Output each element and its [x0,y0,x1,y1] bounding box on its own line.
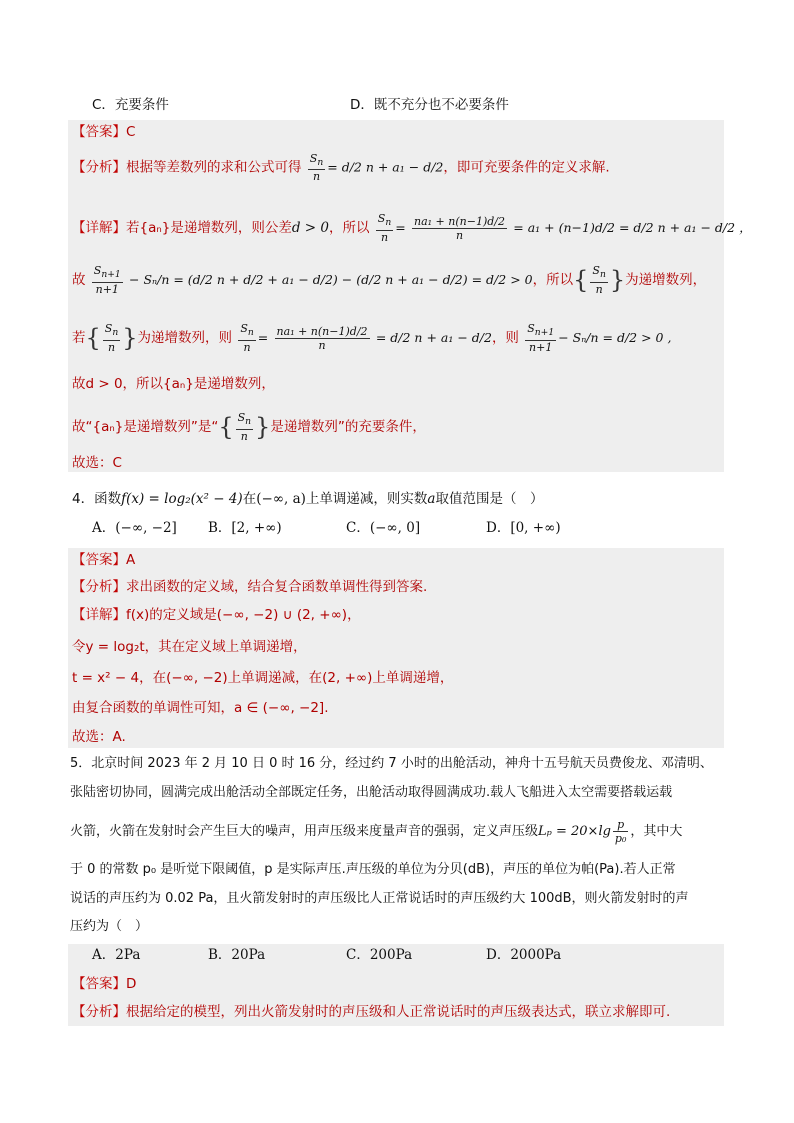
q4-conclusion: 故选：A. [72,729,126,745]
detail-text: 故“{aₙ}是递增数列”是“ [72,419,219,435]
answer-value: D [126,976,137,992]
analysis-tag: 【分析】 [72,1004,126,1020]
detail-text: 为递增数列，则 [137,330,233,346]
q4-analysis-line [72,577,722,597]
analysis-tag: 【分析】 [72,579,126,595]
q5-line-3 [70,812,730,852]
q4-option-d: D．[0, +∞) [486,520,561,536]
q3-analysis-line [72,152,722,186]
detail-text: 是递增数列”的充要条件， [270,419,426,435]
q5-answer-line [72,974,722,994]
detail-formula: = d/2 n + a₁ − d/2 [375,330,492,345]
q4-option-a: A．(−∞, −2] [92,520,177,536]
detail-text: 为递增数列， [625,272,707,288]
analysis-tag: 【分析】 [72,159,126,176]
q4-interval: (−∞, a) [256,491,306,507]
q5-text: ，其中大 [630,824,683,839]
q4-stem-text: 在 [242,491,257,507]
analysis-text-end: ，即可充要条件的定义求解. [443,159,610,176]
q3-detail-line-2: 故 $\frac{S_{n+1}}{n+1}$ − Sₙ/n = (d/2 n + d/2 + a₁ − d/2) − (d/2 n + a₁ − d/2) = d/2 > 0，所以{ $\frac{S_n}{n}$ }为递增数列， [72,264,707,296]
fraction-nested: $\frac{\text{na₁ + n(n−1)d/2}}{n}$ [414,214,505,242]
q4-detail-line-4: 由复合函数的单调性可知，a ∈ (−∞, −2]. [72,700,329,716]
answer-tag: 【答案】 [72,124,126,140]
detail-text: ，则 [491,330,519,346]
q4-option-b: B．[2, +∞) [208,520,282,536]
answer-tag: 【答案】 [72,552,126,568]
fraction-sn1-over-n1: $\frac{S_{n+1}}{n+1}$ [93,264,121,296]
q4-answer-line [72,550,722,570]
detail-formula: − Sₙ/n = (d/2 n + d/2 + a₁ − d/2) − (d/2 n + a₁ − d/2) = d/2 > 0 [129,272,533,287]
q4-stem-text: 上单调递减，则实数 [305,491,428,507]
detail-text: 若{aₙ}是递增数列，则公差 [126,220,292,236]
q3-option-c: C．充要条件 [92,97,169,113]
answer-tag: 【答案】 [72,976,126,992]
fraction-sn1-over-n1: $\frac{S_{n+1}}{n+1}$ [527,322,555,354]
q5-option-c: C．200Pa [346,947,413,963]
q5-option-b: B．20Pa [208,947,266,963]
analysis-text: 根据给定的模型，列出火箭发射时的声压级和人正常说话时的声压级表达式，联立求解即可. [126,1004,671,1020]
fraction-nested: $\frac{\text{na₁ + n(n−1)d/2}}{n}$ [276,324,368,352]
detail-math: d > 0 [291,220,329,236]
q3-conclusion: 故选：C [72,455,122,471]
q3-detail-line-1: 【详解】若{aₙ}是递增数列，则公差d > 0，所以 $\frac{S_n}{n}$ = $\frac{\text{na₁ + n(n−1)d/2}}{n}$ = a₁ + (n−1)d/2 = d/2 n + a₁ − d/2 ， [72,212,752,244]
fraction-p-over-p0: $\frac{p}{\text{p₀}}$ [614,818,627,845]
answer-value: A [126,552,136,568]
detail-tag: 【详解】 [72,220,126,236]
answer-value: C [126,124,136,140]
detail-text: 故 [72,272,86,288]
detail-text: ，所以 [328,220,370,236]
fraction-sn-over-n: $\frac{S_n}{n}$ [240,322,254,354]
detail-tag: 【详解】 [72,607,126,623]
q4-function: f(x) = log₂(x² − 4) [121,491,243,507]
q5-line-1: 5．北京时间 2023 年 2 月 10 日 0 时 16 分，经过约 7 小时的出舱活动，神舟十五号航天员费俊龙、邓清明、 [70,756,713,771]
analysis-text: 求出函数的定义域，结合复合函数单调性得到答案. [126,579,428,595]
fraction-sn-over-n: $\frac{S_n}{n}$ [377,212,392,244]
detail-text: f(x)的定义域是(−∞, −2) ∪ (2, +∞)， [126,607,361,623]
q5-option-a: A．2Pa [92,947,141,963]
fraction-sn-over-n: $\frac{S_n}{n}$ [237,411,252,443]
q5-line-5: 说话的声压约为 0.02 Pa，且火箭发射时的声压级比人正常说话时的声压级约大 100dB，则火箭发射时的声 [70,891,689,906]
detail-text: 若 [72,330,86,346]
q5-line-2: 张陆密切协同，圆满完成出舱活动全部既定任务，出舱活动取得圆满成功.载人飞船进入太空需要搭载运载 [70,785,673,800]
analysis-text: 根据等差数列的求和公式可得 [126,159,302,176]
q4-detail-line-2: 令y = log₂t，其在定义域上单调递增， [72,639,307,655]
q5-analysis-line [72,1002,722,1022]
q4-detail-line-3: t = x² − 4，在(−∞, −2)上单调递减，在(2, +∞)上单调递增， [72,670,454,686]
detail-text: ，所以 [532,272,574,288]
q4-stem-text: 4．函数 [72,491,122,507]
analysis-formula: = d/2 n + a₁ − d/2 [327,159,444,175]
q3-option-d: D．既不充分也不必要条件 [350,97,509,113]
q4-stem [72,489,722,509]
q4-detail-line-1 [72,605,722,625]
fraction-sn-over-n: $\frac{S_n}{n}$ [104,322,119,354]
fraction-sn-over-n: $\frac{S_n}{n}$ [309,152,324,184]
q5-line-6: 压约为（ ） [70,919,149,934]
q3-detail-line-4: 故d > 0，所以{aₙ}是递增数列， [72,376,275,392]
q4-option-c: C．(−∞, 0] [346,520,421,536]
q5-formula: Lₚ = 20×lg [538,824,611,839]
q5-line-4: 于 0 的常数 p₀ 是听觉下限阈值，p 是实际声压.声压级的单位为分贝(dB)，声压的单位为帕(Pa).若人正常 [70,862,676,877]
q3-detail-line-3: 若{ $\frac{S_n}{n}$ }为递增数列，则 $\frac{S_n}{n}$ = $\frac{\text{na₁ + n(n−1)d/2}}{n}$ = d/2 n + a₁ − d/2，则 $\frac{S_{n+1}}{n+1}$ − Sₙ/n = d/2 > 0 , [72,322,672,354]
detail-formula: = a₁ + (n−1)d/2 = d/2 n + a₁ − d/2 ， [513,220,752,235]
q5-option-d: D．2000Pa [486,947,562,963]
q3-detail-line-5: 故“{aₙ}是递增数列”是“{ $\frac{S_n}{n}$ }是递增数列”的充要条件， [72,411,426,443]
q4-stem-text: 取值范围是（ ） [435,491,544,507]
q3-answer-line [72,122,722,142]
q4-var: a [427,491,436,507]
fraction-sn-over-n: $\frac{S_n}{n}$ [592,264,606,296]
detail-formula: − Sₙ/n = d/2 > 0 , [558,330,672,345]
q5-text: 火箭，火箭在发射时会产生巨大的噪声，用声压级来度量声音的强弱，定义声压级 [70,824,539,839]
